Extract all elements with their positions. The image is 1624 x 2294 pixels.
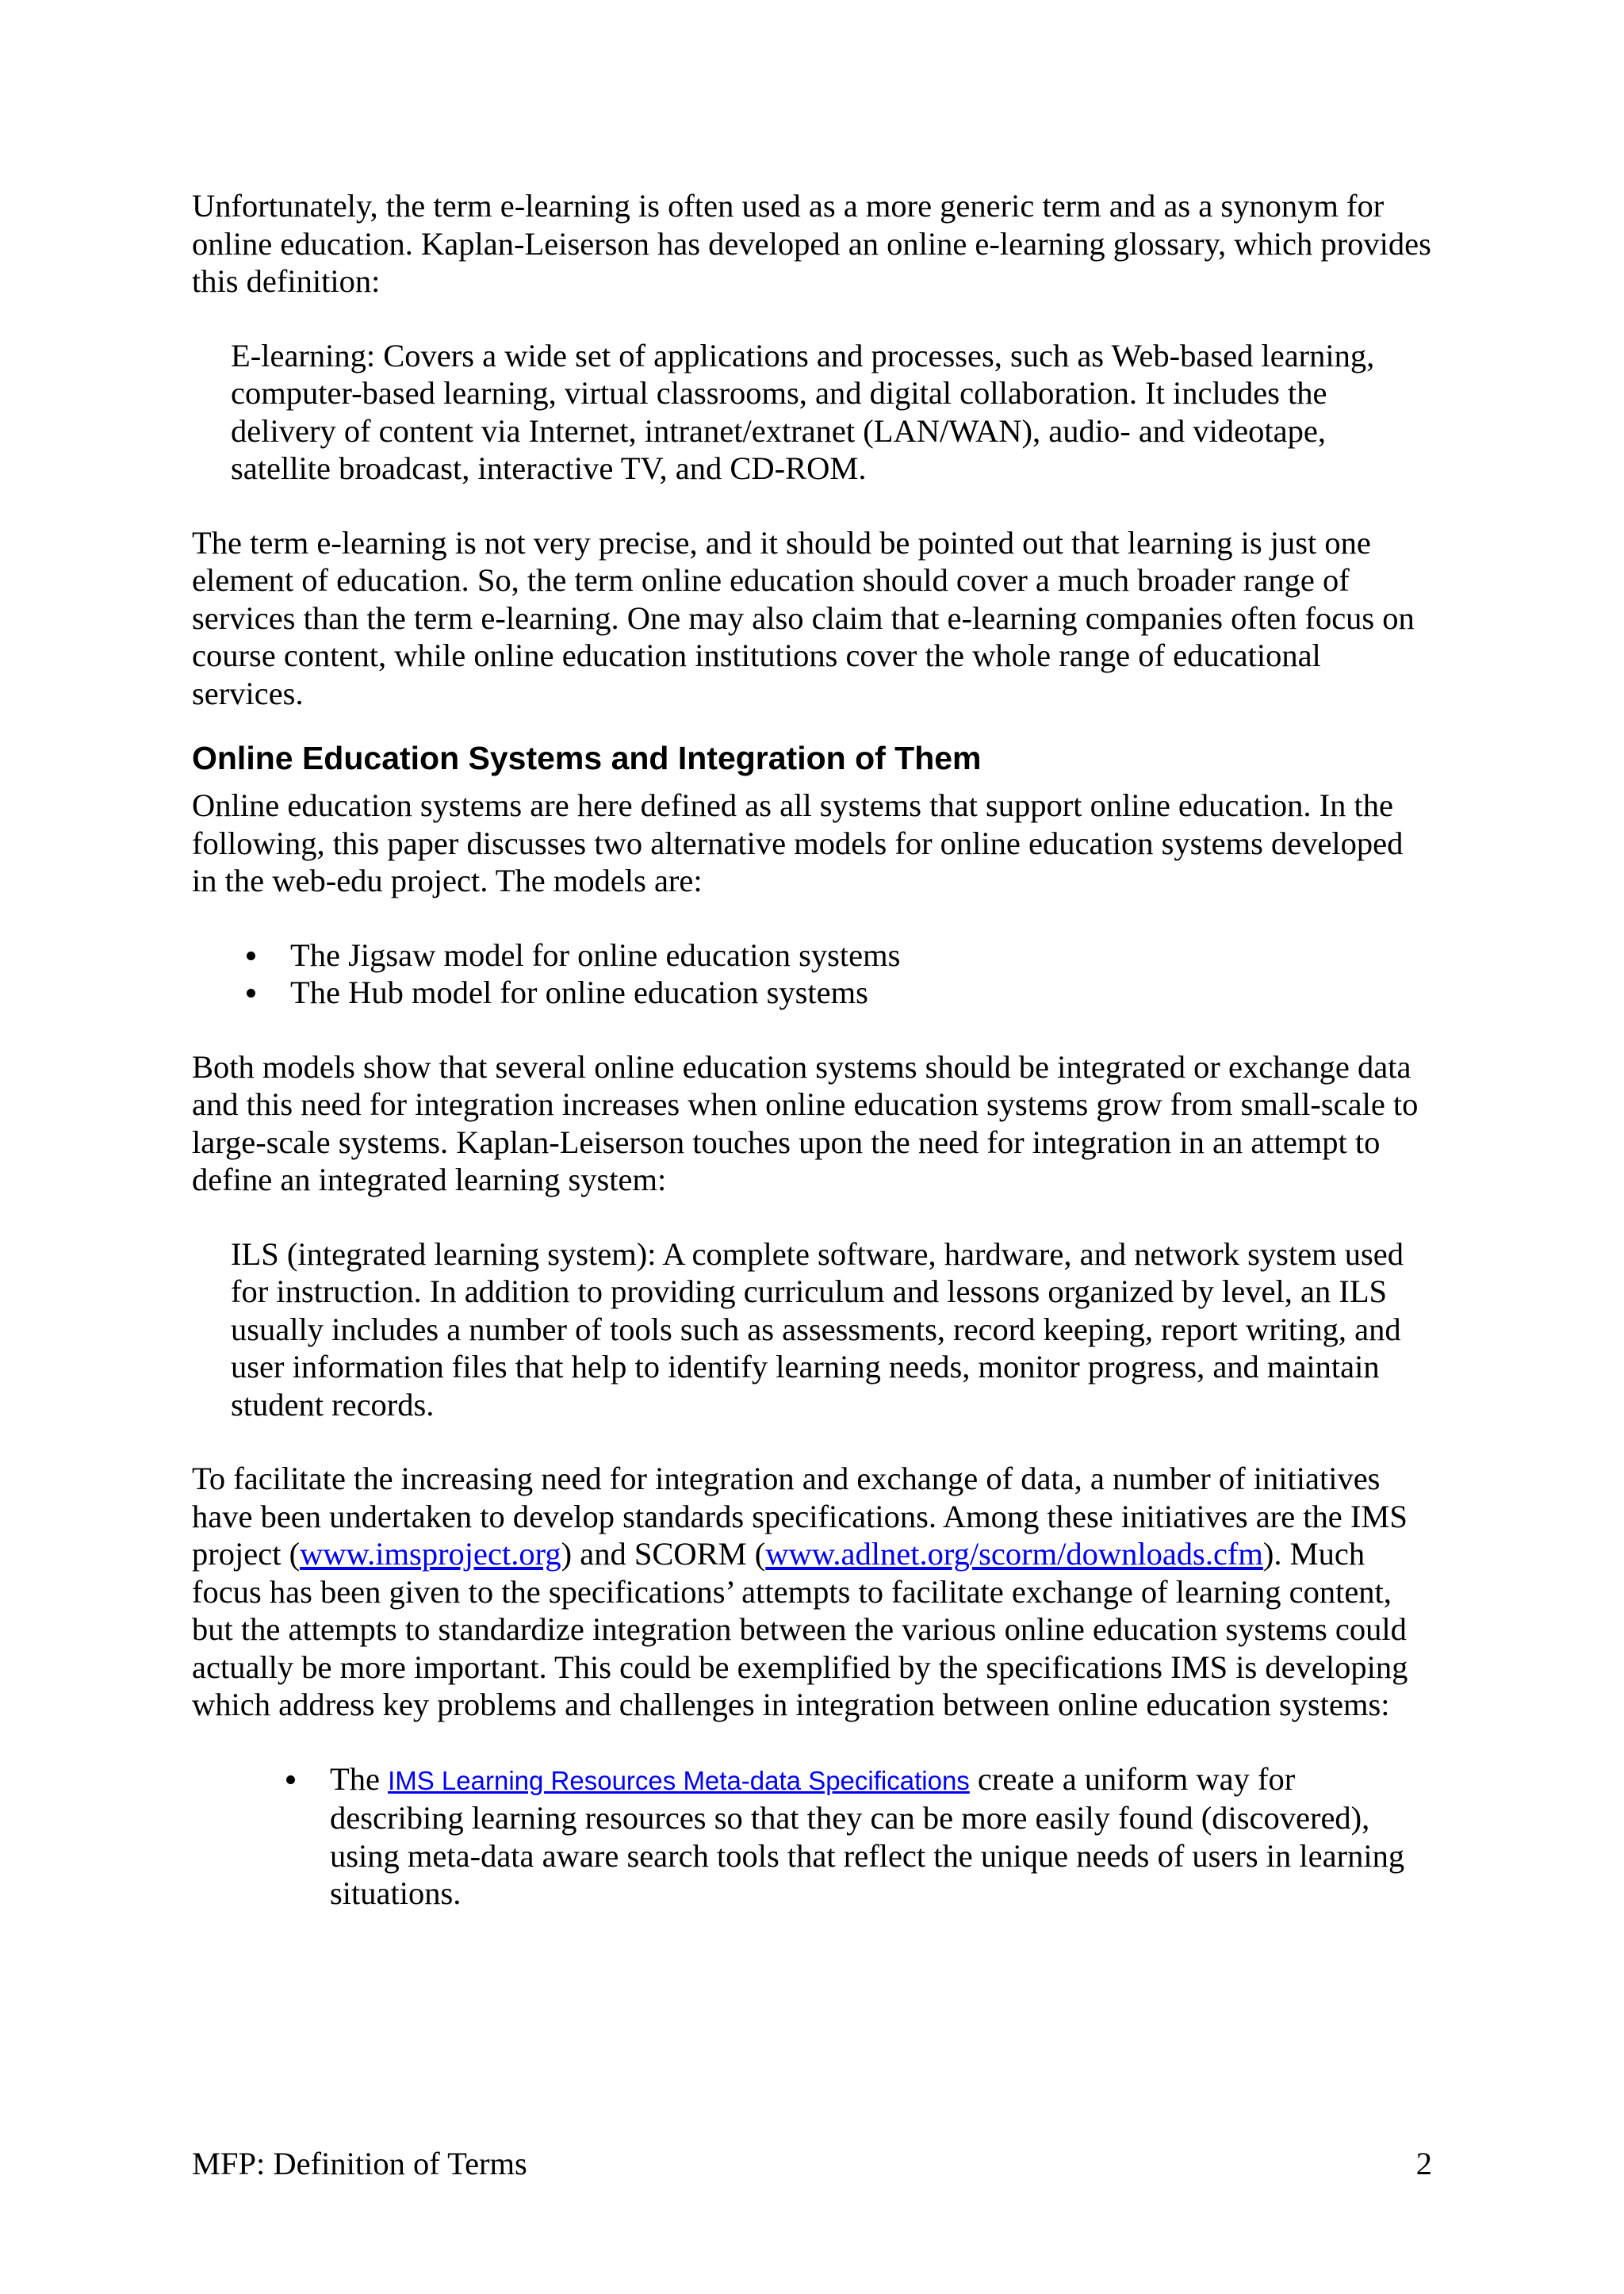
paragraph-online-systems: Online education systems are here defined as all systems that support online education. In the following, this paper discusses two alternative models for online education systems developed in the web-edu project. The models are: [192, 787, 1404, 898]
list-item [330, 1760, 1434, 1913]
paragraph-elearning-precision: The term e-learning is not very precise, and it should be pointed out that learning is just one element of education. So, the term online education should cover a much broader range of services than the term e-learning. One may also claim that e-learning companies often focus on course content, while online education institutions cover the whole range of educational services. [192, 524, 1415, 711]
list-item-text: The Hub model for online education systems [290, 975, 868, 1010]
text-run: create a uniform way for describing learning resources so that they can be more easily found (discovered), using meta-data aware search tools that reflect the unique needs of users in learning situations. [330, 1760, 1405, 1911]
link-adlnet-scorm[interactable]: www.adlnet.org/scorm/downloads.cfm [765, 1536, 1263, 1572]
quote-elearning-definition: E-learning: Covers a wide set of applications and processes, such as Web-based learning, computer-based learning, virtual classrooms, and digital collaboration. It includes the delivery of content via Internet, intranet/extranet (LAN/WAN), audio- and videotape, satellite broadcast, interactive TV, and CD-ROM. [231, 337, 1375, 486]
list-item [290, 936, 1434, 975]
document-page [192, 187, 1434, 1913]
page-footer [192, 2145, 1432, 2183]
models-list [192, 936, 1434, 1012]
text-run: ). Much focus has been given to the specifications’ attempts to facilitate exchange of learning content, but the attempts to standardize integration between the various online education systems could actually be more important. This could be exemplified by the specifications IMS is developing which address key problems and challenges in integration between online education systems: [192, 1536, 1408, 1722]
page-number: 2 [1415, 2146, 1432, 2181]
paragraph-integration-need: Both models show that several online education systems should be integrated or exchange data and this need for integration increases when online education systems grow from small-scale to large-scale systems. Kaplan-Leiserson touches upon the need for integration in an attempt to define an integrated learning system: [192, 1048, 1419, 1197]
text-run: To facilitate the increasing need for integration and exchange of data, a number of initiatives have been undertaken to develop standards specifications. Among these initiatives are the IMS project ( [192, 1461, 1408, 1572]
section-heading: Online Education Systems and Integration of Them [192, 740, 982, 776]
bullet-icon [286, 1775, 295, 1784]
link-imsproject[interactable]: www.imsproject.org [300, 1536, 561, 1572]
bullet-icon [247, 989, 255, 998]
paragraph-intro: Unfortunately, the term e-learning is often used as a more generic term and as a synonym for online education. Kaplan-Leiserson has developed an online e-learning glossary, which provides this definition: [192, 188, 1431, 299]
bullet-icon [247, 952, 255, 960]
quote-ils-definition: ILS (integrated learning system): A complete software, hardware, and network system used for instruction. In addition to providing curriculum and lessons organized by level, an ILS usually includes a number of tools such as assessments, record keeping, report writing, and user information files that help to identify learning needs, monitor progress, and maintain student records. [231, 1235, 1404, 1423]
paragraph-standards [192, 1460, 1434, 1724]
footer-title: MFP: Definition of Terms [192, 2146, 527, 2181]
text-run: The [330, 1760, 389, 1797]
list-item-text: The Jigsaw model for online education systems [290, 936, 901, 973]
link-ims-metadata-spec[interactable]: IMS Learning Resources Meta-data Specifications [388, 1765, 970, 1795]
list-item [290, 974, 1434, 1012]
text-run: ) and SCORM ( [561, 1536, 766, 1572]
ims-specs-list [192, 1760, 1434, 1913]
